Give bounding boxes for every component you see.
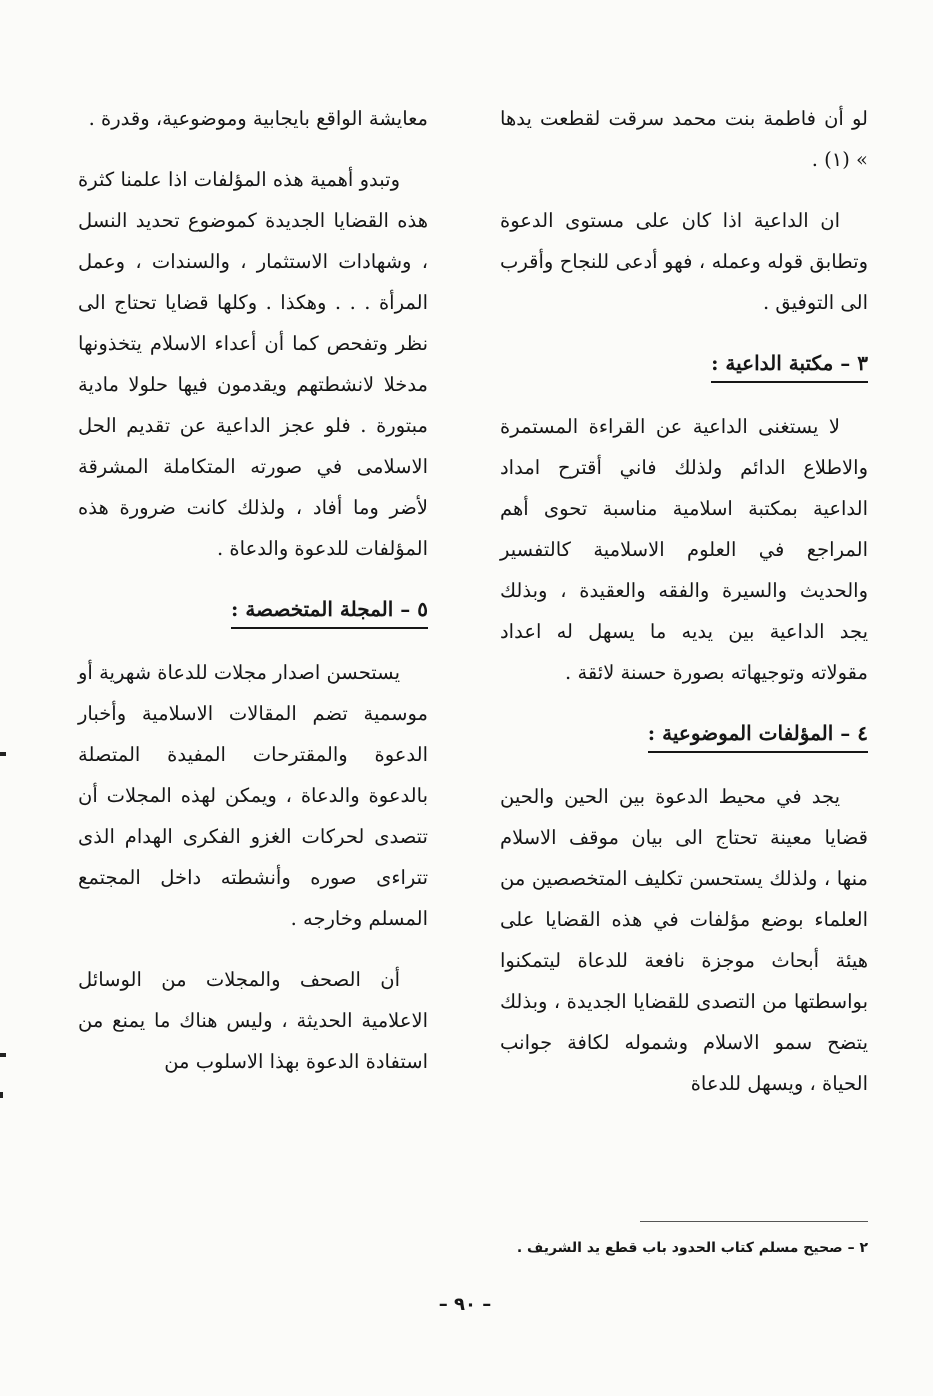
paragraph: معايشة الواقع بايجابية وموضوعية، وقدرة .: [88, 107, 428, 130]
footnote-divider: [640, 1221, 868, 1222]
paragraph: يستحسن اصدار مجلات للدعاة شهرية أو موسمية تضم المقالات الاسلامية وأخبار الدعوة والمقترحات المفيدة المتصلة بالدعوة والدعاة ، ويمكن لهذه المجلات أن تتصدى لحركات الغزو الفكرى الهدام الذى تتراءى صوره وأنشطته داخل المجتمع المسلم وخارجه .: [78, 661, 428, 930]
section-heading-publications: [500, 713, 868, 754]
paragraph: ان الداعية اذا كان على مستوى الدعوة وتطابق قوله وعمله ، فهو أدعى للنجاح وأقرب الى التوفيق .: [500, 209, 868, 314]
heading-text: ٤ – المؤلفات الموضوعية :: [648, 721, 868, 753]
heading-text: ٣ – مكتبة الداعية :: [711, 351, 868, 383]
scan-mark: [0, 1092, 3, 1098]
paragraph: لو أن فاطمة بنت محمد سرقت لقطعت يدها » (١) .: [500, 107, 868, 171]
paragraph: وتبدو أهمية هذه المؤلفات اذا علمنا كثرة هذه القضايا الجديدة كموضوع تحديد النسل ، وشهادات الاستثمار ، والسندات ، وعمل المرأة . . . وهكذا . وكلها قضايا تحتاج الى نظر وتفحص كما أن أعداء الاسلام يتخذونها مدخلا لانشطتهم ويقدمون فيها حلولا مادية مبتورة . فلو عجز الداعية عن تقديم الحل الاسلامى في صورته المتكاملة المشرقة لأضر وما أفاد ، ولذلك كانت ضرورة هذه المؤلفات للدعوة والدعاة .: [78, 168, 428, 560]
paragraph: يجد في محيط الدعوة بين الحين والحين قضايا معينة تحتاج الى بيان موقف الاسلام منها ، ولذلك يستحسن تكليف المتخصصين من العلماء بوضع مؤلفات في هذه القضايا على هيئة أبحاث موجزة نافعة للدعاة ليتمكنوا بواسطتها من التصدى للقضايا الجديدة ، وبذلك يتضح سمو الاسلام وشموله لكافة جوانب الحياة ، ويسهل للدعاة: [500, 785, 868, 1095]
section-heading-library: [500, 343, 868, 384]
scan-mark: [0, 1053, 6, 1057]
heading-text: ٥ – المجلة المتخصصة :: [231, 597, 428, 629]
right-column: [500, 98, 868, 1124]
footnote: ٢ – صحيح مسلم كتاب الحدود باب قطع يد الشريف .: [516, 1240, 868, 1256]
scan-mark: [0, 752, 6, 756]
section-heading-magazine: [78, 589, 428, 630]
paragraph: أن الصحف والمجلات من الوسائل الاعلامية الحديثة ، وليس هناك ما يمنع من استفادة الدعوة بهذا الاسلوب من: [78, 968, 428, 1073]
left-column: [78, 98, 428, 1102]
paragraph: لا يستغنى الداعية عن القراءة المستمرة والاطلاع الدائم ولذلك فاني أقترح امداد الداعية بمكتبة اسلامية مناسبة تحوى أهم المراجع في العلوم الاسلامية كالتفسير والحديث والسيرة والفقه والعقيدة ، وبذلك يجد الداعية بين يديه ما يسهل له اعداد مقولاته وتوجيهاته بصورة حسنة لائقة .: [500, 415, 868, 684]
page-number: – ٩٠ –: [438, 1294, 492, 1315]
